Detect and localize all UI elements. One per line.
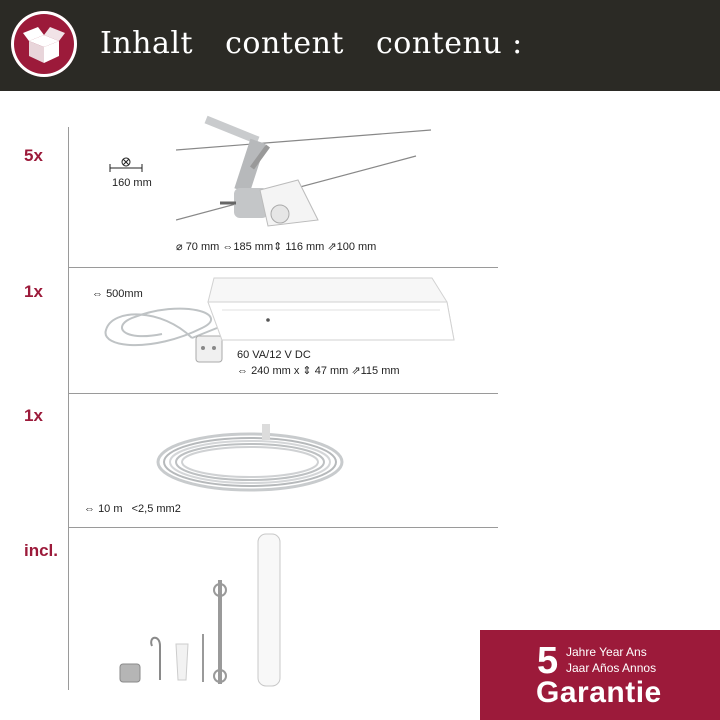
width-arrow-icon: ⇔: [92, 288, 103, 300]
open-box-icon: [11, 11, 77, 77]
height-arrow-icon: ⇕: [273, 241, 283, 253]
quantity-label: 5x: [24, 146, 43, 165]
spacing-dimension-icon: [108, 156, 144, 174]
title-word-de: Inhalt: [100, 26, 194, 61]
mounting-accessories-image: [108, 530, 308, 690]
transformer-height: 47 mm: [314, 365, 349, 377]
section-divider-vertical: [68, 127, 69, 690]
width-arrow-icon: ⇔: [222, 241, 234, 253]
cable-length-value: 500mm: [106, 288, 143, 300]
wire-coil-image: [150, 418, 350, 498]
title-word-en: content: [225, 26, 344, 61]
cable-spotlight-image: [176, 110, 436, 240]
spot-height: 116 mm: [285, 241, 325, 253]
guarantee-badge: [480, 630, 720, 720]
transformer-power: 60 VA/12 V DC: [237, 349, 311, 361]
guarantee-years: 5: [537, 640, 559, 682]
transformer-depth: 115 mm: [360, 365, 400, 377]
transformer-image: [92, 268, 472, 378]
spot-dimensions: [176, 240, 376, 253]
guarantee-line-2: Jaar Años Annos: [566, 661, 657, 675]
width-arrow-icon: ⇔: [237, 365, 248, 377]
height-arrow-icon: ⇕: [302, 365, 312, 377]
wire-length: 10 m: [98, 503, 123, 515]
wire-specs: [84, 503, 181, 515]
quantity-label: 1x: [24, 406, 43, 425]
wire-cross-section: <2,5 mm2: [131, 503, 181, 515]
title-word-fr: contenu :: [376, 26, 523, 61]
transformer-width: 240 mm x: [251, 365, 300, 377]
guarantee-word: Garantie: [536, 676, 662, 709]
diameter-icon: ⌀: [176, 241, 183, 253]
depth-arrow-icon: ⇗: [351, 365, 361, 377]
header-bar: [0, 0, 720, 91]
section-divider: [68, 393, 498, 394]
width-arrow-icon: ⇔: [84, 503, 95, 515]
page-title: [100, 26, 545, 61]
section-divider: [68, 527, 498, 528]
spot-spacing: 160 mm: [112, 177, 152, 189]
guarantee-line-1: Jahre Year Ans: [566, 645, 647, 659]
transformer-dimensions: [237, 364, 400, 377]
quantity-label: 1x: [24, 282, 43, 301]
spot-diameter: 70 mm: [185, 241, 220, 253]
spot-depth: 100 mm: [336, 241, 377, 253]
spot-width: 185 mm: [233, 241, 274, 253]
depth-arrow-icon: ⇗: [327, 241, 337, 253]
quantity-label: incl.: [24, 541, 59, 560]
